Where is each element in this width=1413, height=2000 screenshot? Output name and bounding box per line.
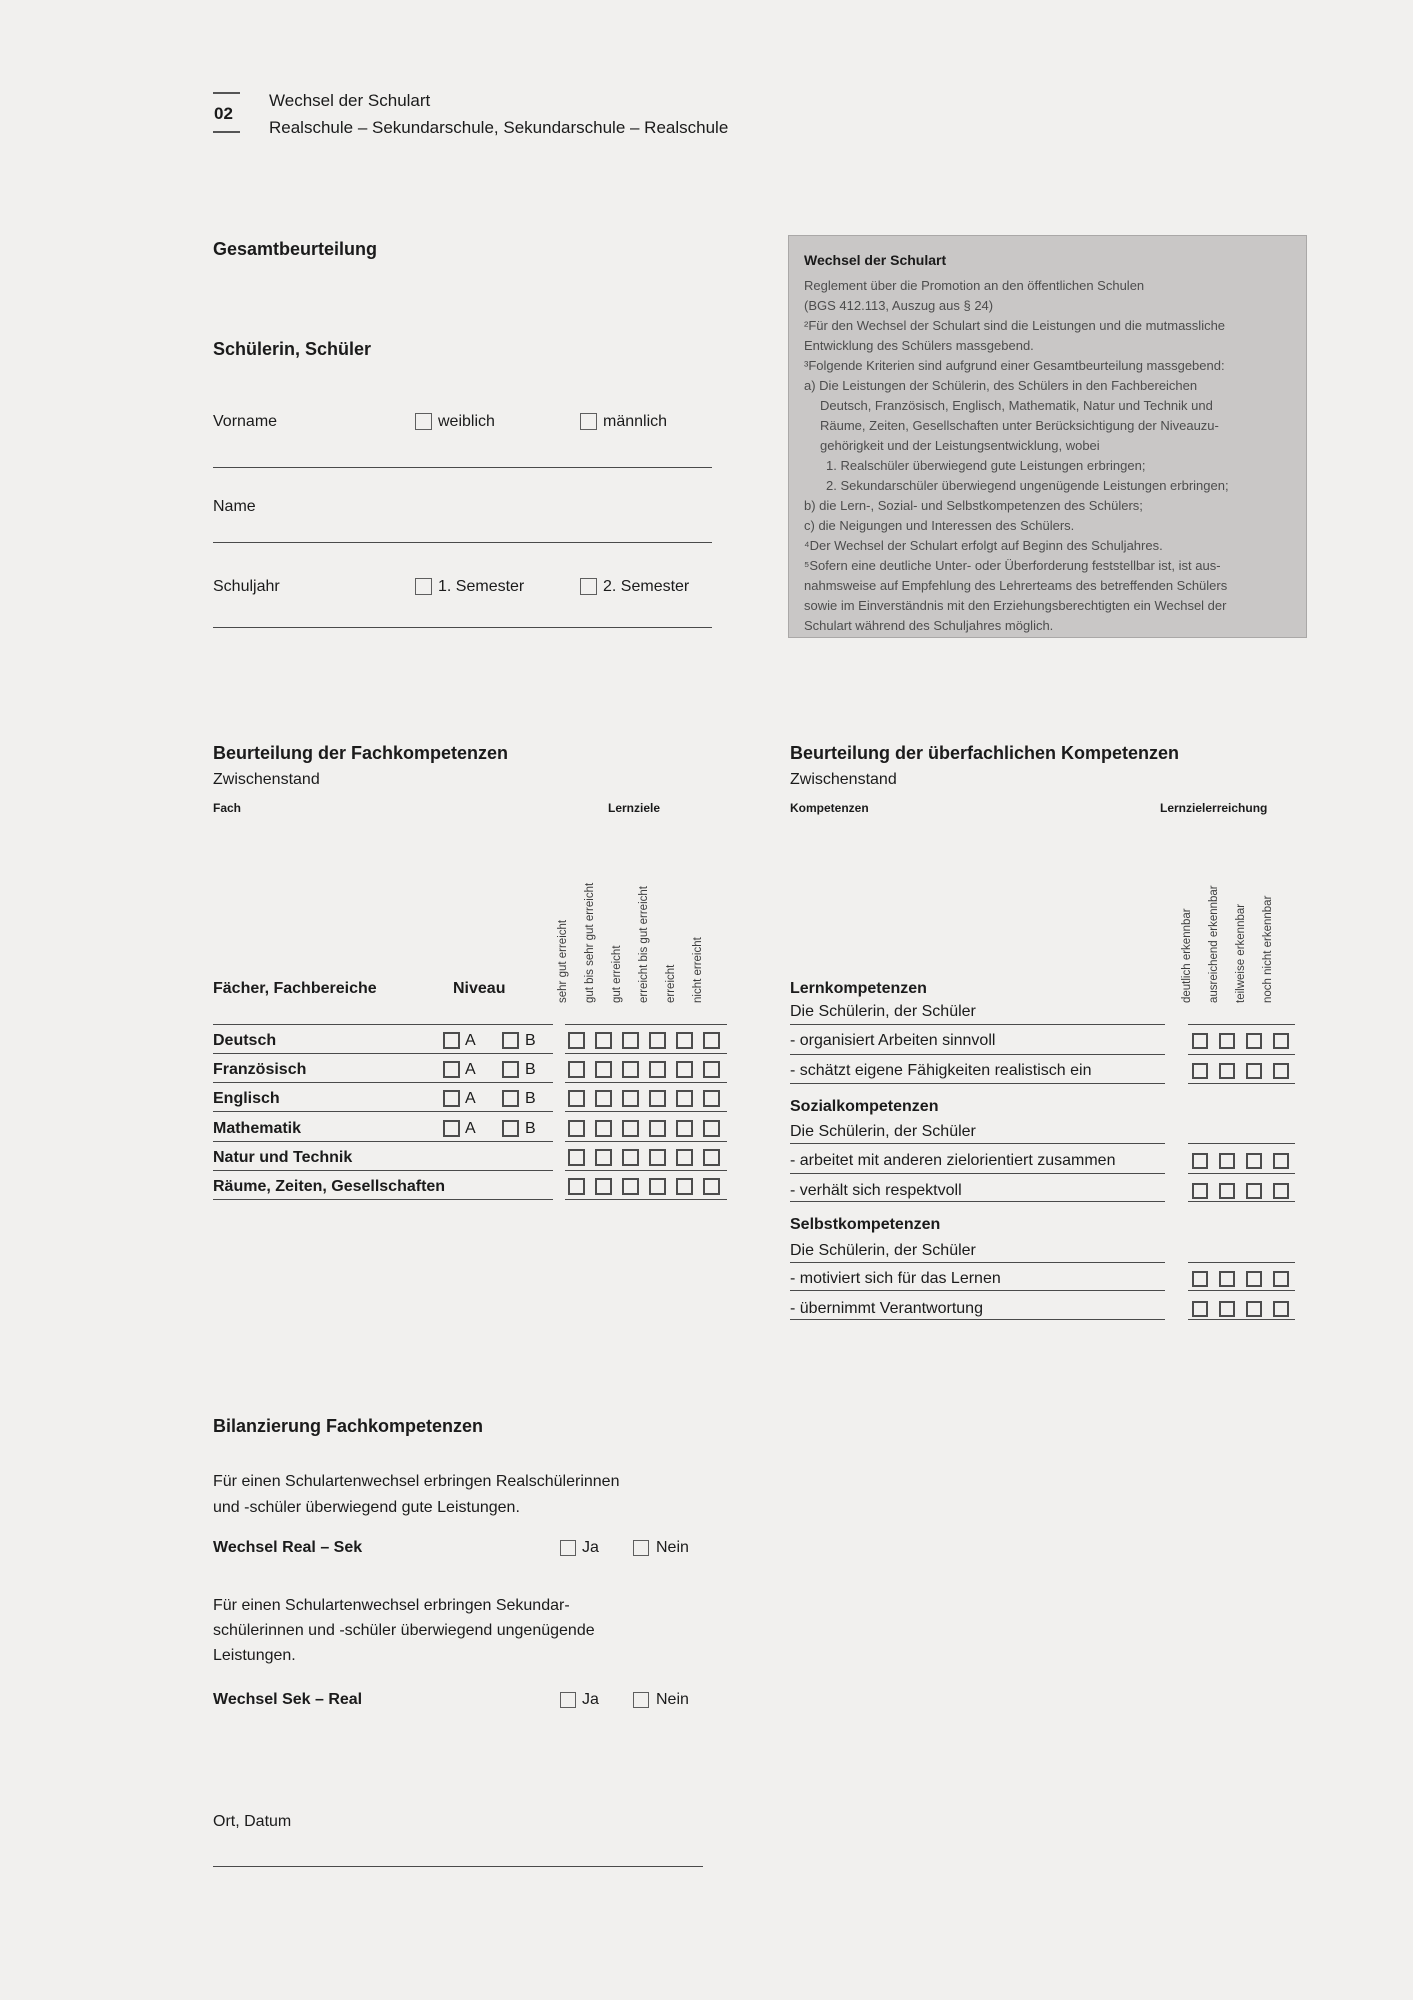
info-box-line: ⁴Der Wechsel der Schulart erfolgt auf Beginn des Schuljahres. bbox=[804, 538, 1163, 553]
row-rule bbox=[790, 1173, 1165, 1174]
subsection-schuelerin-schueler: Schülerin, Schüler bbox=[213, 339, 372, 359]
maennlich-label: männlich bbox=[603, 413, 668, 430]
group-intro: Die Schülerin, der Schüler bbox=[790, 1123, 976, 1140]
checkbox[interactable] bbox=[1192, 1271, 1208, 1287]
row-rule bbox=[565, 1199, 727, 1200]
checkbox[interactable] bbox=[568, 1120, 585, 1137]
rating-label: sehr gut erreicht bbox=[557, 919, 569, 1003]
row-rule bbox=[790, 1319, 1165, 1320]
checkbox[interactable] bbox=[1219, 1153, 1235, 1169]
checkbox-niveau-b[interactable] bbox=[502, 1090, 519, 1107]
checkbox[interactable] bbox=[649, 1120, 666, 1137]
schuljahr-input-line[interactable] bbox=[213, 627, 712, 628]
subject-label: Englisch bbox=[213, 1090, 280, 1107]
checkbox[interactable] bbox=[595, 1090, 612, 1107]
checkbox-semester-1[interactable] bbox=[415, 578, 432, 595]
rating-checkbox-group bbox=[568, 1149, 720, 1166]
rating-label: erreicht bbox=[665, 964, 677, 1003]
rating-label: ausreichend erkennbar bbox=[1208, 885, 1220, 1003]
checkbox-niveau-b[interactable] bbox=[502, 1061, 519, 1078]
fach-col-header: Fach bbox=[213, 801, 242, 815]
checkbox[interactable] bbox=[1273, 1153, 1289, 1169]
subject-label: Räume, Zeiten, Gesellschaften bbox=[213, 1178, 446, 1195]
row-rule bbox=[790, 1054, 1165, 1055]
info-box-line: gehörigkeit und der Leistungsentwicklung, wobei bbox=[820, 438, 1100, 453]
rating-checkbox-group bbox=[568, 1061, 720, 1078]
checkbox-niveau-b[interactable] bbox=[502, 1120, 519, 1137]
row-rule bbox=[1188, 1083, 1295, 1084]
row-rule bbox=[213, 1082, 553, 1083]
section-title-ueberfachliche: Beurteilung der überfachlichen Kompetenzen bbox=[790, 743, 1180, 763]
competence-item: - motiviert sich für das Lernen bbox=[790, 1270, 1001, 1287]
row-rule bbox=[1188, 1054, 1295, 1055]
table-row-natur-technik bbox=[213, 1148, 727, 1171]
checkbox[interactable] bbox=[568, 1178, 585, 1195]
checkbox[interactable] bbox=[595, 1149, 612, 1166]
row-rule bbox=[213, 1053, 553, 1054]
info-box-line: nahmsweise auf Empfehlung des Lehrerteams des betreffenden Schülers bbox=[804, 578, 1228, 593]
ort-datum-input-line[interactable] bbox=[213, 1866, 703, 1867]
rating-checkbox-group bbox=[1192, 1271, 1289, 1287]
checkbox[interactable] bbox=[568, 1090, 585, 1107]
fach-table-top-rule-boxes bbox=[565, 1024, 727, 1025]
vorname-input-line[interactable] bbox=[213, 467, 712, 468]
kompetenz-subtitle: Zwischenstand bbox=[790, 771, 897, 788]
info-box-line: sowie im Einverständnis mit den Erziehungsberechtigten ein Wechsel der bbox=[804, 598, 1227, 613]
info-box-line: ⁵Sofern eine deutliche Unter- oder Überforderung feststellbar ist, ist aus- bbox=[804, 558, 1221, 573]
checkbox[interactable] bbox=[1246, 1153, 1262, 1169]
checkbox[interactable] bbox=[568, 1032, 585, 1049]
page-subtitle: Realschule – Sekundarschule, Sekundarschule – Realschule bbox=[269, 118, 729, 137]
table-row-deutsch bbox=[213, 1031, 727, 1054]
lernziele-col-header: Lernziele bbox=[608, 801, 661, 815]
checkbox[interactable] bbox=[568, 1061, 585, 1078]
info-box bbox=[788, 235, 1307, 638]
checkbox[interactable] bbox=[622, 1032, 639, 1049]
row-rule bbox=[1188, 1262, 1295, 1263]
checkbox[interactable] bbox=[703, 1032, 720, 1049]
checkbox[interactable] bbox=[1273, 1301, 1289, 1317]
niveau-b-label: B bbox=[525, 1090, 536, 1107]
checkbox[interactable] bbox=[622, 1090, 639, 1107]
info-box-line: ³Folgende Kriterien sind aufgrund einer Gesamtbeurteilung massgebend: bbox=[804, 358, 1225, 373]
table-row-mathematik bbox=[213, 1119, 727, 1142]
checkbox[interactable] bbox=[1192, 1033, 1208, 1049]
competence-item: - verhält sich respektvoll bbox=[790, 1182, 962, 1199]
checkbox[interactable] bbox=[1273, 1063, 1289, 1079]
info-box-line: b) die Lern-, Sozial- und Selbstkompetenzen des Schülers; bbox=[804, 498, 1143, 513]
rating-checkbox-group bbox=[568, 1120, 720, 1137]
row-rule bbox=[1188, 1201, 1295, 1202]
checkbox[interactable] bbox=[622, 1178, 639, 1195]
subject-label: Französisch bbox=[213, 1061, 307, 1078]
page-title: Wechsel der Schulart bbox=[269, 91, 431, 110]
niveau-b-label: B bbox=[525, 1032, 536, 1049]
competence-item: - arbeitet mit anderen zielorientiert zusammen bbox=[790, 1152, 1116, 1169]
niveau-b-label: B bbox=[525, 1120, 536, 1137]
row-rule bbox=[565, 1111, 727, 1112]
page-number-rule-bottom bbox=[213, 131, 240, 133]
bilanz-text-line: Für einen Schulartenwechsel erbringen Realschülerinnen bbox=[213, 1473, 620, 1490]
fach-subtitle: Zwischenstand bbox=[213, 771, 320, 788]
checkbox[interactable] bbox=[676, 1090, 693, 1107]
bilanz-text-line: und -schüler überwiegend gute Leistungen. bbox=[213, 1499, 520, 1516]
rating-label: noch nicht erkennbar bbox=[1262, 895, 1274, 1003]
checkbox[interactable] bbox=[1219, 1183, 1235, 1199]
page-number-rule-top bbox=[213, 92, 240, 94]
row-rule bbox=[1188, 1143, 1295, 1144]
checkbox[interactable] bbox=[595, 1178, 612, 1195]
checkbox[interactable] bbox=[676, 1120, 693, 1137]
checkbox[interactable] bbox=[676, 1032, 693, 1049]
rating-checkbox-group bbox=[568, 1032, 720, 1049]
group-intro: Die Schülerin, der Schüler bbox=[790, 1242, 976, 1259]
checkbox[interactable] bbox=[1273, 1271, 1289, 1287]
bilanz-text-line: schülerinnen und -schüler überwiegend ungenügende bbox=[213, 1622, 595, 1639]
subject-label: Mathematik bbox=[213, 1120, 302, 1137]
rating-label: gut bis sehr gut erreicht bbox=[584, 882, 596, 1003]
checkbox[interactable] bbox=[595, 1061, 612, 1078]
group-title-lernkompetenzen: Lernkompetenzen bbox=[790, 980, 927, 997]
info-box-line: 1. Realschüler überwiegend gute Leistungen erbringen; bbox=[826, 458, 1146, 473]
page-number: 02 bbox=[214, 104, 233, 123]
semester-2-label: 2. Semester bbox=[603, 578, 690, 595]
checkbox[interactable] bbox=[1246, 1271, 1262, 1287]
checkbox-niveau-b[interactable] bbox=[502, 1032, 519, 1049]
row-rule bbox=[790, 1024, 1165, 1025]
competence-item: - übernimmt Verantwortung bbox=[790, 1300, 983, 1317]
table-row-raeume-zeiten bbox=[213, 1177, 727, 1200]
row-rule bbox=[790, 1290, 1165, 1291]
row-rule bbox=[1188, 1173, 1295, 1174]
rating-checkbox-group bbox=[568, 1090, 720, 1107]
subject-label: Deutsch bbox=[213, 1032, 277, 1049]
competence-item: - schätzt eigene Fähigkeiten realistisch ein bbox=[790, 1062, 1092, 1079]
bilanz-text-line: Für einen Schulartenwechsel erbringen Sekundar- bbox=[213, 1597, 570, 1614]
checkbox[interactable] bbox=[1246, 1183, 1262, 1199]
group-title-selbstkompetenzen: Selbstkompetenzen bbox=[790, 1216, 941, 1233]
niveau-a-label: A bbox=[465, 1120, 476, 1137]
checkbox-niveau-a[interactable] bbox=[443, 1090, 460, 1107]
row-rule bbox=[213, 1111, 553, 1112]
checkbox[interactable] bbox=[595, 1032, 612, 1049]
checkbox-weiblich[interactable] bbox=[415, 413, 432, 430]
checkbox[interactable] bbox=[649, 1061, 666, 1078]
row-rule bbox=[213, 1199, 553, 1200]
checkbox[interactable] bbox=[1219, 1301, 1235, 1317]
kompetenzen-col-header: Kompetenzen bbox=[790, 801, 869, 815]
fach-table-header: Fächer, Fachbereiche bbox=[213, 980, 377, 997]
niveau-a-label: A bbox=[465, 1090, 476, 1107]
checkbox[interactable] bbox=[1273, 1033, 1289, 1049]
ja-label: Ja bbox=[582, 1539, 599, 1556]
info-box-line: Entwicklung des Schülers massgebend. bbox=[804, 338, 1034, 353]
row-rule bbox=[213, 1170, 553, 1171]
checkbox[interactable] bbox=[703, 1061, 720, 1078]
row-rule bbox=[1188, 1319, 1295, 1320]
row-rule bbox=[565, 1170, 727, 1171]
niveau-header: Niveau bbox=[453, 980, 506, 997]
schuljahr-label: Schuljahr bbox=[213, 578, 280, 595]
info-box-line: (BGS 412.113, Auszug aus § 24) bbox=[804, 298, 994, 313]
checkbox[interactable] bbox=[649, 1090, 666, 1107]
bilanz-text-line: Leistungen. bbox=[213, 1647, 296, 1664]
checkbox[interactable] bbox=[622, 1149, 639, 1166]
ja-label: Ja bbox=[582, 1691, 599, 1708]
rating-checkbox-group bbox=[1192, 1301, 1289, 1317]
checkbox[interactable] bbox=[703, 1120, 720, 1137]
fach-table-top-rule bbox=[213, 1024, 553, 1025]
nein-label: Nein bbox=[656, 1691, 689, 1708]
rating-checkbox-group bbox=[1192, 1033, 1289, 1049]
checkbox[interactable] bbox=[1219, 1063, 1235, 1079]
rating-label: teilweise erkennbar bbox=[1235, 903, 1247, 1003]
checkbox[interactable] bbox=[649, 1149, 666, 1166]
checkbox-real-sek-nein[interactable] bbox=[633, 1540, 649, 1556]
row-rule bbox=[213, 1141, 553, 1142]
checkbox-sek-real-nein[interactable] bbox=[633, 1692, 649, 1708]
row-rule bbox=[1188, 1024, 1295, 1025]
info-box-text bbox=[804, 276, 1296, 636]
rating-checkbox-group bbox=[1192, 1063, 1289, 1079]
niveau-a-label: A bbox=[465, 1061, 476, 1078]
checkbox[interactable] bbox=[1192, 1063, 1208, 1079]
wechsel-real-sek-label: Wechsel Real – Sek bbox=[213, 1539, 363, 1556]
section-title-gesamtbeurteilung: Gesamtbeurteilung bbox=[213, 239, 378, 259]
table-row-franzoesisch bbox=[213, 1060, 727, 1083]
wechsel-sek-real-label: Wechsel Sek – Real bbox=[213, 1691, 363, 1708]
info-box-line: c) die Neigungen und Interessen des Schülers. bbox=[804, 518, 1075, 533]
info-box-line: a) Die Leistungen der Schülerin, des Schülers in den Fachbereichen bbox=[804, 378, 1198, 393]
info-box-line: Schulart während des Schuljahres möglich. bbox=[804, 618, 1054, 633]
checkbox[interactable] bbox=[649, 1032, 666, 1049]
checkbox[interactable] bbox=[1192, 1183, 1208, 1199]
lernzielerreichung-col-header: Lernzielerreichung bbox=[1160, 801, 1268, 815]
info-box-line: ²Für den Wechsel der Schulart sind die Leistungen und die mutmassliche bbox=[804, 318, 1226, 333]
checkbox[interactable] bbox=[1246, 1301, 1262, 1317]
info-box-line: Räume, Zeiten, Gesellschaften unter Berücksichtigung der Niveauzu- bbox=[820, 418, 1219, 433]
vorname-label: Vorname bbox=[213, 413, 278, 430]
checkbox[interactable] bbox=[622, 1120, 639, 1137]
checkbox[interactable] bbox=[1219, 1033, 1235, 1049]
row-rule bbox=[790, 1083, 1165, 1084]
competence-item: - organisiert Arbeiten sinnvoll bbox=[790, 1032, 996, 1049]
checkbox[interactable] bbox=[703, 1178, 720, 1195]
row-rule bbox=[565, 1053, 727, 1054]
info-box-line: Deutsch, Französisch, Englisch, Mathematik, Natur und Technik und bbox=[820, 398, 1213, 413]
checkbox[interactable] bbox=[676, 1149, 693, 1166]
weiblich-label: weiblich bbox=[438, 413, 495, 430]
checkbox[interactable] bbox=[703, 1149, 720, 1166]
checkbox-sek-real-ja[interactable] bbox=[560, 1692, 576, 1708]
checkbox[interactable] bbox=[1273, 1183, 1289, 1199]
subject-label: Natur und Technik bbox=[213, 1149, 353, 1166]
rating-label: gut erreicht bbox=[611, 945, 623, 1003]
section-title-bilanzierung: Bilanzierung Fachkompetenzen bbox=[213, 1416, 484, 1436]
niveau-a-label: A bbox=[465, 1032, 476, 1049]
row-rule bbox=[790, 1262, 1165, 1263]
checkbox[interactable] bbox=[1192, 1153, 1208, 1169]
name-input-line[interactable] bbox=[213, 542, 712, 543]
checkbox[interactable] bbox=[1192, 1301, 1208, 1317]
row-rule bbox=[790, 1201, 1165, 1202]
info-box-line: 2. Sekundarschüler überwiegend ungenügende Leistungen erbringen; bbox=[826, 478, 1229, 493]
rating-checkbox-group bbox=[568, 1178, 720, 1195]
group-title-sozialkompetenzen: Sozialkompetenzen bbox=[790, 1098, 939, 1115]
checkbox-maennlich[interactable] bbox=[580, 413, 597, 430]
checkbox[interactable] bbox=[676, 1178, 693, 1195]
checkbox[interactable] bbox=[568, 1149, 585, 1166]
group-intro: Die Schülerin, der Schüler bbox=[790, 1003, 976, 1020]
rating-checkbox-group bbox=[1192, 1153, 1289, 1169]
checkbox-real-sek-ja[interactable] bbox=[560, 1540, 576, 1556]
rating-label: deutlich erkennbar bbox=[1181, 908, 1193, 1003]
info-box-line: Reglement über die Promotion an den öffentlichen Schulen bbox=[804, 278, 1145, 293]
checkbox-niveau-a[interactable] bbox=[443, 1120, 460, 1137]
row-rule bbox=[790, 1143, 1165, 1144]
row-rule bbox=[565, 1141, 727, 1142]
table-row-englisch bbox=[213, 1089, 727, 1112]
checkbox[interactable] bbox=[1246, 1063, 1262, 1079]
row-rule bbox=[565, 1082, 727, 1083]
ort-datum-label: Ort, Datum bbox=[213, 1813, 292, 1830]
info-box-title: Wechsel der Schulart bbox=[804, 252, 947, 268]
nein-label: Nein bbox=[656, 1539, 689, 1556]
rating-checkbox-group bbox=[1192, 1183, 1289, 1199]
section-title-fachkompetenzen: Beurteilung der Fachkompetenzen bbox=[213, 743, 509, 763]
semester-1-label: 1. Semester bbox=[438, 578, 525, 595]
rating-label: nicht erreicht bbox=[692, 937, 704, 1003]
checkbox[interactable] bbox=[622, 1061, 639, 1078]
checkbox[interactable] bbox=[703, 1090, 720, 1107]
checkbox-niveau-a[interactable] bbox=[443, 1061, 460, 1078]
niveau-b-label: B bbox=[525, 1061, 536, 1078]
name-label: Name bbox=[213, 498, 256, 515]
checkbox[interactable] bbox=[649, 1178, 666, 1195]
rating-label: erreicht bis gut erreicht bbox=[638, 886, 650, 1003]
checkbox[interactable] bbox=[676, 1061, 693, 1078]
checkbox[interactable] bbox=[1246, 1033, 1262, 1049]
checkbox-niveau-a[interactable] bbox=[443, 1032, 460, 1049]
row-rule bbox=[1188, 1290, 1295, 1291]
checkbox-semester-2[interactable] bbox=[580, 578, 597, 595]
checkbox[interactable] bbox=[1219, 1271, 1235, 1287]
checkbox[interactable] bbox=[595, 1120, 612, 1137]
